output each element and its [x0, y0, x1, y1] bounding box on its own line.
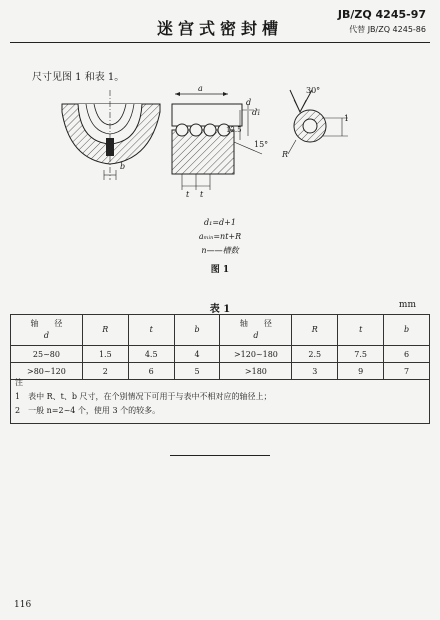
housing-section-view	[62, 90, 160, 180]
cell-b: 4	[174, 346, 220, 363]
label-angle-30: 30°	[306, 86, 321, 95]
cell-R2: 3	[292, 363, 338, 380]
header-rule	[10, 42, 430, 43]
table-row	[11, 346, 430, 363]
page-number: 116	[14, 600, 32, 610]
table-header-row	[11, 315, 430, 346]
cell-R2: 2.5	[292, 346, 338, 363]
label-t-1: t	[186, 190, 190, 199]
label-t-2: t	[200, 190, 204, 199]
document-title: 迷宫式密封槽	[156, 19, 283, 38]
formula-d1: d₁=d+1	[204, 218, 236, 227]
cell-t2: 7.5	[338, 346, 384, 363]
cell-b2: 7	[384, 363, 430, 380]
header-shaft-diameter-2: 轴 径 d	[220, 315, 292, 346]
standard-number: JB/ZQ 4245-97	[337, 8, 426, 21]
dimension-table	[10, 314, 430, 380]
note-2: 2 一般 n=2~4 个，使用 3 个的较多。	[15, 406, 161, 415]
table-notes	[10, 376, 430, 424]
replaced-standard: 代替 JB/ZQ 4245-86	[349, 25, 426, 34]
label-b: b	[120, 162, 126, 171]
label-R: R	[282, 150, 289, 159]
cell-d2: >120~180	[220, 346, 292, 363]
label-d: d	[246, 98, 252, 107]
header-t-2: t	[338, 315, 384, 346]
notes-title: 注	[15, 378, 23, 387]
label-angle-15: 15°	[254, 140, 269, 149]
cell-R: 1.5	[82, 346, 128, 363]
note-1: 1 表中 R、t、b 尺寸，在个别情况下可用于与表中不相对应的轴径上；	[15, 392, 272, 401]
cell-R: 2	[82, 363, 128, 380]
label-d1: d₁	[252, 108, 261, 117]
header-shaft-diameter: 轴 径 d	[11, 315, 83, 346]
table-caption: 表 1	[209, 304, 231, 315]
formula-amin: aₘᵢₙ=nt+R	[198, 232, 242, 241]
figure-formulas	[0, 216, 440, 258]
header-R: R	[82, 315, 128, 346]
cell-d: >80~120	[11, 363, 83, 380]
figure-1-drawing	[0, 80, 440, 215]
header-t: t	[128, 315, 174, 346]
label-roughness: 12.5	[226, 126, 242, 134]
cell-t: 6	[128, 363, 174, 380]
end-rule	[170, 455, 270, 456]
cell-b: 5	[174, 363, 220, 380]
cell-t: 4.5	[128, 346, 174, 363]
header-b-2: b	[384, 315, 430, 346]
table-unit: mm	[398, 300, 416, 310]
header-b: b	[174, 315, 220, 346]
formula-n: n——槽数	[201, 246, 239, 255]
label-1: 1	[344, 114, 350, 123]
groove-detail-view	[288, 90, 348, 154]
cell-t2: 9	[338, 363, 384, 380]
cell-d2: >180	[220, 363, 292, 380]
cell-b2: 6	[384, 346, 430, 363]
lead-paragraph: 尺寸见图 1 和表 1。	[32, 72, 125, 83]
figure-caption: 图 1	[210, 265, 230, 275]
cell-d: 25~80	[11, 346, 83, 363]
label-a: a	[198, 84, 203, 93]
header-R-2: R	[292, 315, 338, 346]
